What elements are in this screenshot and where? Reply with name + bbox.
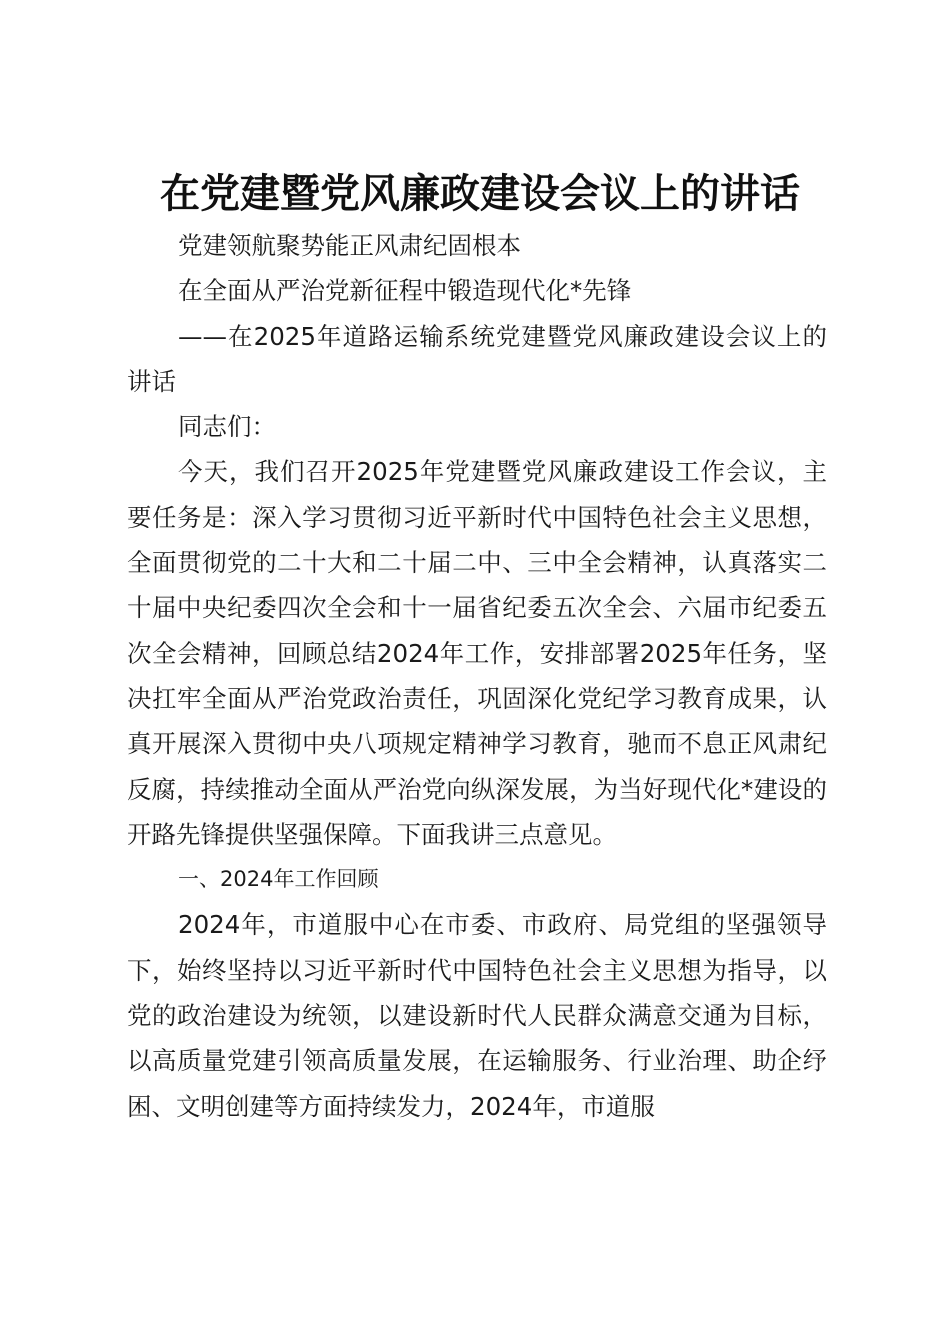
document-title: 在党建暨党风廉政建设会议上的讲话 [160,170,800,217]
subtitle-line-1: 党建领航聚势能正风肃纪固根本 [178,231,521,260]
subtitle-line-3: ——在2025年道路运输系统党建暨党风廉政建设会议上的讲话 [127,321,827,396]
paragraph-review: 2024年，市道服中心在市委、市政府、局党组的坚强领导下，始终坚持以习近平新时代中国特色社会主义思想为指导，以党的政治建设为统领，以建设新时代人民群众满意交通为目标，以高质量党建引领高质量发展，在运输服务、行业治理、助企纾困、文明创建等方面持续发力，2024年，市道服 [127,910,827,1121]
paragraph-intro: 今天，我们召开2025年党建暨党风廉政建设工作会议，主要任务是：深入学习贯彻习近平新时代中国特色社会主义思想，全面贯彻党的二十大和二十届二中、三中全会精神，认真落实二十届中央纪委四次全会和十一届省纪委五次全会、六届市纪委五次全会精神，回顾总结2024年工作，安排部署2025年任务，坚决扛牢全面从严治党政治责任，巩固深化党纪学习教育成果，认真开展深入贯彻中央八项规定精神学习教育，驰而不息正风肃纪反腐，持续推动全面从严治党向纵深发展，为当好现代化*建设的开路先锋提供坚强保障。下面我讲三点意见。 [127,457,827,849]
section-heading-1: 一、2024年工作回顾 [178,867,379,892]
document-body [127,223,827,1129]
salutation: 同志们： [178,412,276,442]
subtitle-line-2: 在全面从严治党新征程中锻造现代化*先锋 [178,276,632,306]
